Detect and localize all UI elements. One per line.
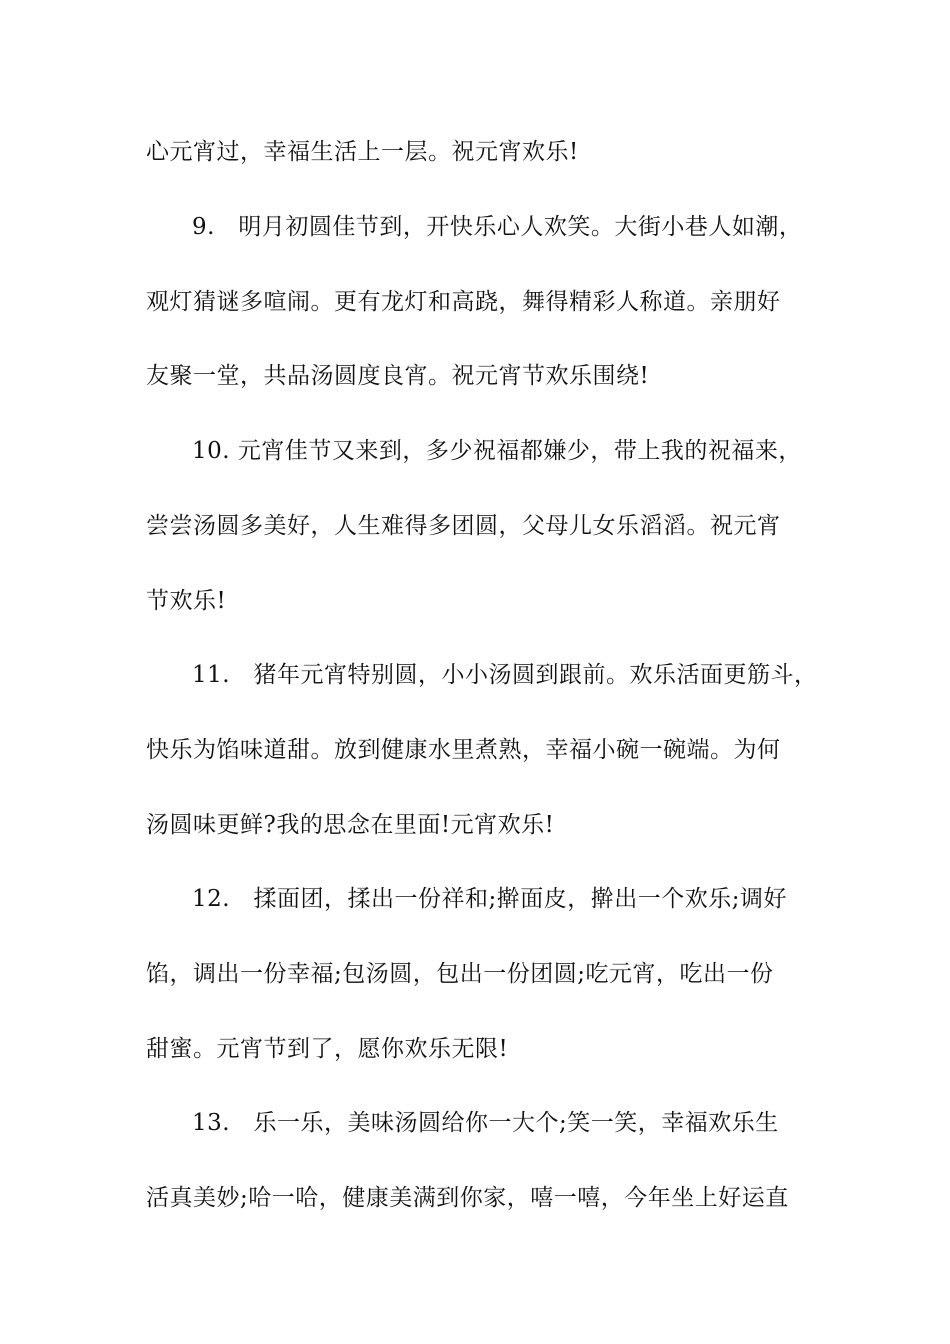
text-line: 汤圆味更鲜?我的思念在里面!元宵欢乐! <box>146 812 555 838</box>
text-line: 友聚一堂，共品汤圆度良宵。祝元宵节欢乐围绕! <box>146 363 650 389</box>
list-item-10: 10. 元宵佳节又来到，多少祝福都嫌少，带上我的祝福来， <box>192 438 802 464</box>
text-line: 尝尝汤圆多美好，人生难得多团圆，父母儿女乐滔滔。祝元宵 <box>146 513 781 539</box>
text-line: 节欢乐! <box>146 588 227 614</box>
list-item-12: 12. 揉面团，揉出一份祥和;擀面皮，擀出一个欢乐;调好 <box>192 886 788 912</box>
text-line: 馅，调出一份幸福;包汤圆，包出一份团圆;吃元宵，吃出一份 <box>146 961 774 987</box>
text-line: 甜蜜。元宵节到了，愿你欢乐无限! <box>146 1036 509 1062</box>
text-line: 观灯猜谜多喧闹。更有龙灯和高跷，舞得精彩人称道。亲朋好 <box>146 289 781 315</box>
text-line: 活真美妙;哈一哈，健康美满到你家，嘻一嘻，今年坐上好运直 <box>146 1185 789 1211</box>
text-line: 快乐为馅味道甜。放到健康水里煮熟，幸福小碗一碗端。为何 <box>146 737 781 763</box>
list-item-9: 9. 明月初圆佳节到，开快乐心人欢笑。大街小巷人如潮， <box>192 214 803 240</box>
list-item-13: 13. 乐一乐，美味汤圆给你一大个;笑一笑，幸福欢乐生 <box>192 1110 779 1136</box>
list-item-11: 11. 猪年元宵特别圆，小小汤圆到跟前。欢乐活面更筋斗， <box>192 662 818 688</box>
text-line: 心元宵过，幸福生活上一层。祝元宵欢乐! <box>146 139 579 165</box>
